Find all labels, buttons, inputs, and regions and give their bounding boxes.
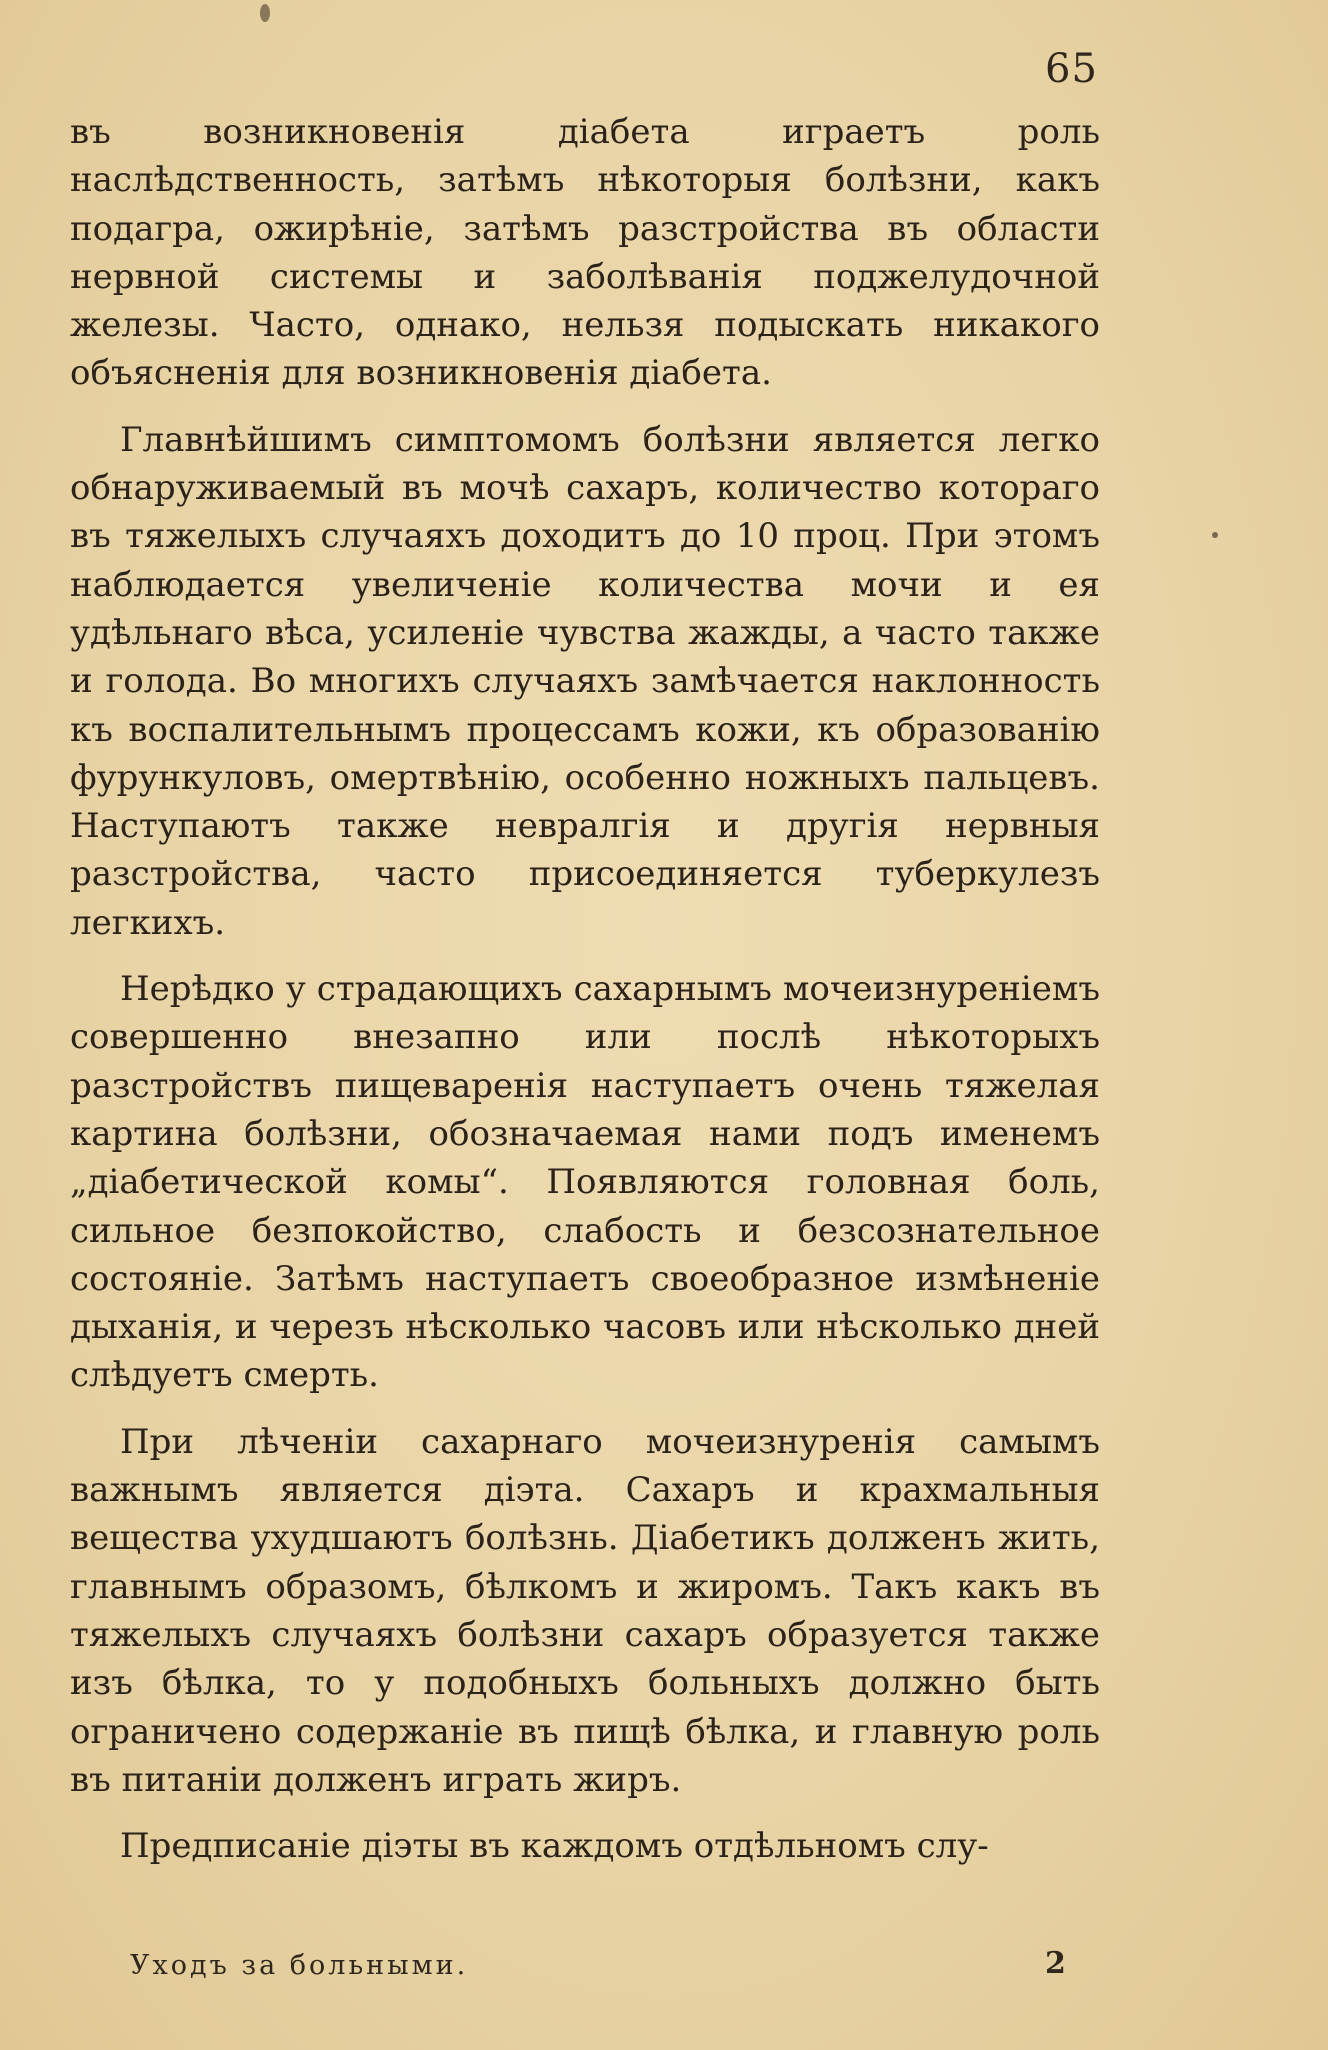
ink-speck <box>1212 532 1218 538</box>
paragraph-4: При лѣченіи сахарнаго мочеизнуренія самымъ важнымъ является діэта. Сахаръ и крахмальныя вещества ухудшаютъ болѣзнь. Діабетикъ долженъ жить, главнымъ образомъ, бѣлкомъ и жиромъ. Такъ какъ въ тяжелыхъ случаяхъ болѣзни сахаръ образуется также изъ бѣлка, то у подобныхъ больныхъ должно быть ограничено содержаніе въ пищѣ бѣлка, и главную роль въ питаніи долженъ играть жиръ. <box>70 1421 1100 1800</box>
body-text <box>70 108 1100 1888</box>
footer-signature: Уходъ за больными. <box>130 1950 469 1981</box>
paragraph-2: Главнѣйшимъ симптомомъ болѣзни является легко обнаруживаемый въ мочѣ сахаръ, количество котораго въ тяжелыхъ случаяхъ доходитъ до 10 проц. При этомъ наблюдается увеличеніе количества мочи и ея удѣльнаго вѣса, усиленіе чувства жажды, а часто также и голода. Во многихъ случаяхъ замѣчается наклонность къ воспалительнымъ процессамъ кожи, къ образованію фурункуловъ, омертвѣнію, особенно ножныхъ пальцевъ. Наступаютъ также невралгія и другія нервныя разстройства, часто присоединяется туберкулезъ легкихъ. <box>70 419 1100 943</box>
paragraph-5: Предписаніе діэты въ каждомъ отдѣльномъ слу- <box>120 1826 989 1867</box>
paragraph-1: въ возникновенія діабета играетъ роль наслѣдственность, затѣмъ нѣкоторыя болѣзни, какъ подагра, ожирѣніе, затѣмъ разстройства въ области нервной системы и заболѣванія поджелудочной железы. Часто, однако, нельзя подыскать никакого объясненія для возникновенія діабета. <box>70 112 1100 394</box>
ink-speck <box>260 4 270 22</box>
signature-mark: 2 <box>1045 1946 1066 1981</box>
paragraph-3: Нерѣдко у страдающихъ сахарнымъ мочеизнуреніемъ совершенно внезапно или послѣ нѣкоторыхъ разстройствъ пищеваренія наступаетъ очень тяжелая картина болѣзни, обозначаемая нами подъ именемъ „діабетической комы“. Появляются головная боль, сильное безпокойство, слабость и безсознательное состояніе. Затѣмъ наступаетъ своеобразное измѣненіе дыханія, и черезъ нѣсколько часовъ или нѣсколько дней слѣдуетъ смерть. <box>70 969 1100 1396</box>
page-number: 65 <box>1045 46 1098 92</box>
